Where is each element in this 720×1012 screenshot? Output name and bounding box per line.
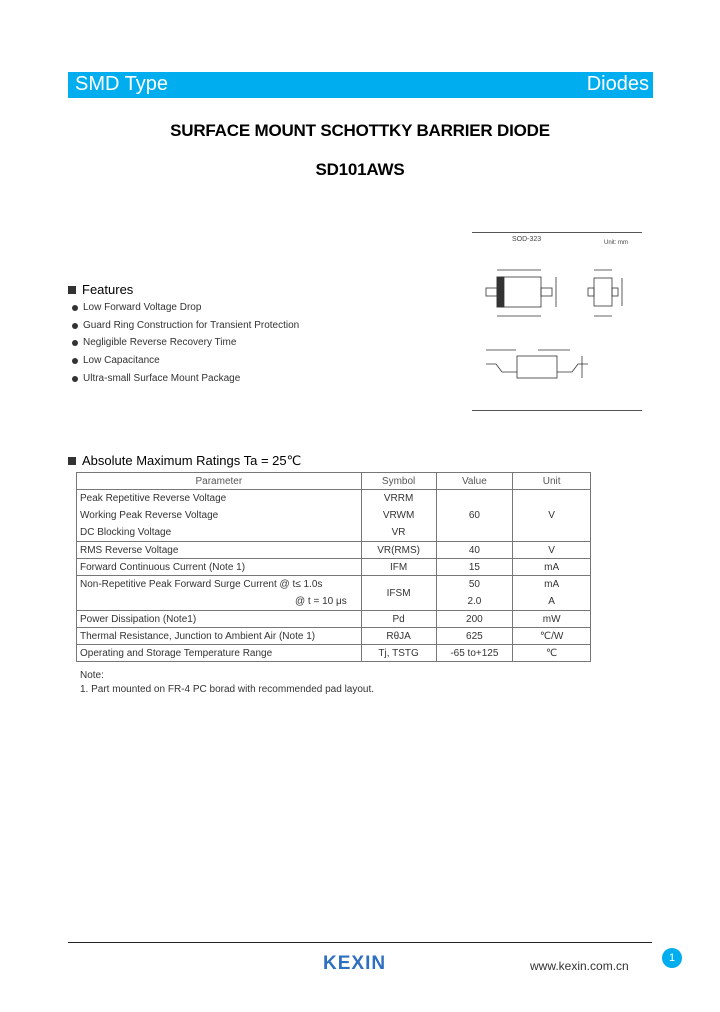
kexin-logo: KEXIN (323, 953, 387, 974)
value-cell: -65 to+125 (436, 645, 513, 662)
column-header: Value (436, 473, 513, 490)
parameter-cell: RMS Reverse Voltage (77, 542, 362, 559)
package-drawing (472, 232, 642, 412)
package-name: SOD-323 (512, 236, 542, 243)
value-cell: 15 (436, 559, 513, 576)
feature-item: Low Forward Voltage Drop (72, 302, 201, 313)
bullet-icon (72, 376, 78, 382)
unit-cell: ℃ (513, 645, 591, 662)
body-end-view (517, 356, 557, 378)
value-cell: 625 (436, 628, 513, 645)
body-side-view (594, 278, 612, 306)
unit-cell: mA A (513, 576, 591, 611)
website-link[interactable]: www.kexin.com.cn (530, 959, 629, 973)
column-header: Parameter (77, 473, 362, 490)
symbol-cell: VR(RMS) (361, 542, 436, 559)
table-row (77, 559, 591, 576)
cathode-band (497, 277, 504, 307)
symbol-cell: Tj, TSTG (361, 645, 436, 662)
parameter-cell: Operating and Storage Temperature Range (77, 645, 362, 662)
column-header: Unit (513, 473, 591, 490)
parameter-cell: Non-Repetitive Peak Forward Surge Current @ t≤ 1.0s @ t = 10 μs (77, 576, 362, 611)
ratings-heading: Absolute Maximum Ratings Ta = 25℃ (68, 453, 301, 469)
parameter-cell: Power Dissipation (Note1) (77, 611, 362, 628)
symbol-cell: IFM (361, 559, 436, 576)
feature-item: Guard Ring Construction for Transient Protection (72, 320, 299, 331)
document-title: SURFACE MOUNT SCHOTTKY BARRIER DIODE (170, 121, 550, 140)
table-row (77, 542, 591, 559)
bullet-icon (72, 358, 78, 364)
table-row (77, 628, 591, 645)
bullet-icon (72, 340, 78, 346)
feature-item: Ultra-small Surface Mount Package (72, 373, 240, 384)
value-cell: 60 (436, 490, 513, 542)
unit-cell: mA (513, 559, 591, 576)
category-label: SMD Type (75, 73, 168, 95)
product-type-label: Diodes (586, 73, 649, 95)
symbol-cell: IFSM (361, 576, 436, 611)
lead-left (486, 288, 497, 296)
table-header-row (77, 473, 591, 490)
unit-cell: V (513, 490, 591, 542)
value-cell: 40 (436, 542, 513, 559)
bullet-icon (72, 323, 78, 329)
unit-cell: V (513, 542, 591, 559)
unit-cell: ℃/W (513, 628, 591, 645)
symbol-cell: VRRM VRWM VR (361, 490, 436, 542)
ratings-table (76, 472, 591, 662)
table-row (77, 490, 591, 542)
features-heading: Features (68, 282, 133, 297)
note-label: Note: (80, 670, 104, 681)
parameter-cell: Peak Repetitive Reverse Voltage Working Peak Reverse Voltage DC Blocking Voltage (77, 490, 362, 542)
note-item: 1. Part mounted on FR-4 PC borad with recommended pad layout. (80, 684, 375, 695)
symbol-cell: RθJA (361, 628, 436, 645)
value-cell: 50 2.0 (436, 576, 513, 611)
value-cell: 200 (436, 611, 513, 628)
table-row (77, 645, 591, 662)
feature-item: Low Capacitance (72, 355, 160, 366)
parameter-cell: Forward Continuous Current (Note 1) (77, 559, 362, 576)
page-number-badge: 1 (662, 948, 682, 968)
unit-cell: mW (513, 611, 591, 628)
column-header: Symbol (361, 473, 436, 490)
header-bar (68, 72, 653, 98)
table-row (77, 611, 591, 628)
table-row (77, 576, 591, 611)
symbol-cell: Pd (361, 611, 436, 628)
drawing-bottom-rule (472, 410, 642, 411)
package-unit: Unit: mm (604, 240, 628, 246)
footer-rule (68, 942, 652, 943)
square-bullet-icon (68, 286, 76, 294)
parameter-cell: Thermal Resistance, Junction to Ambient Air (Note 1) (77, 628, 362, 645)
bullet-icon (72, 305, 78, 311)
feature-item: Negligible Reverse Recovery Time (72, 337, 236, 348)
package-outline-svg (472, 232, 642, 412)
square-bullet-icon (68, 457, 76, 465)
lead-right (541, 288, 552, 296)
part-number: SD101AWS (315, 160, 405, 179)
